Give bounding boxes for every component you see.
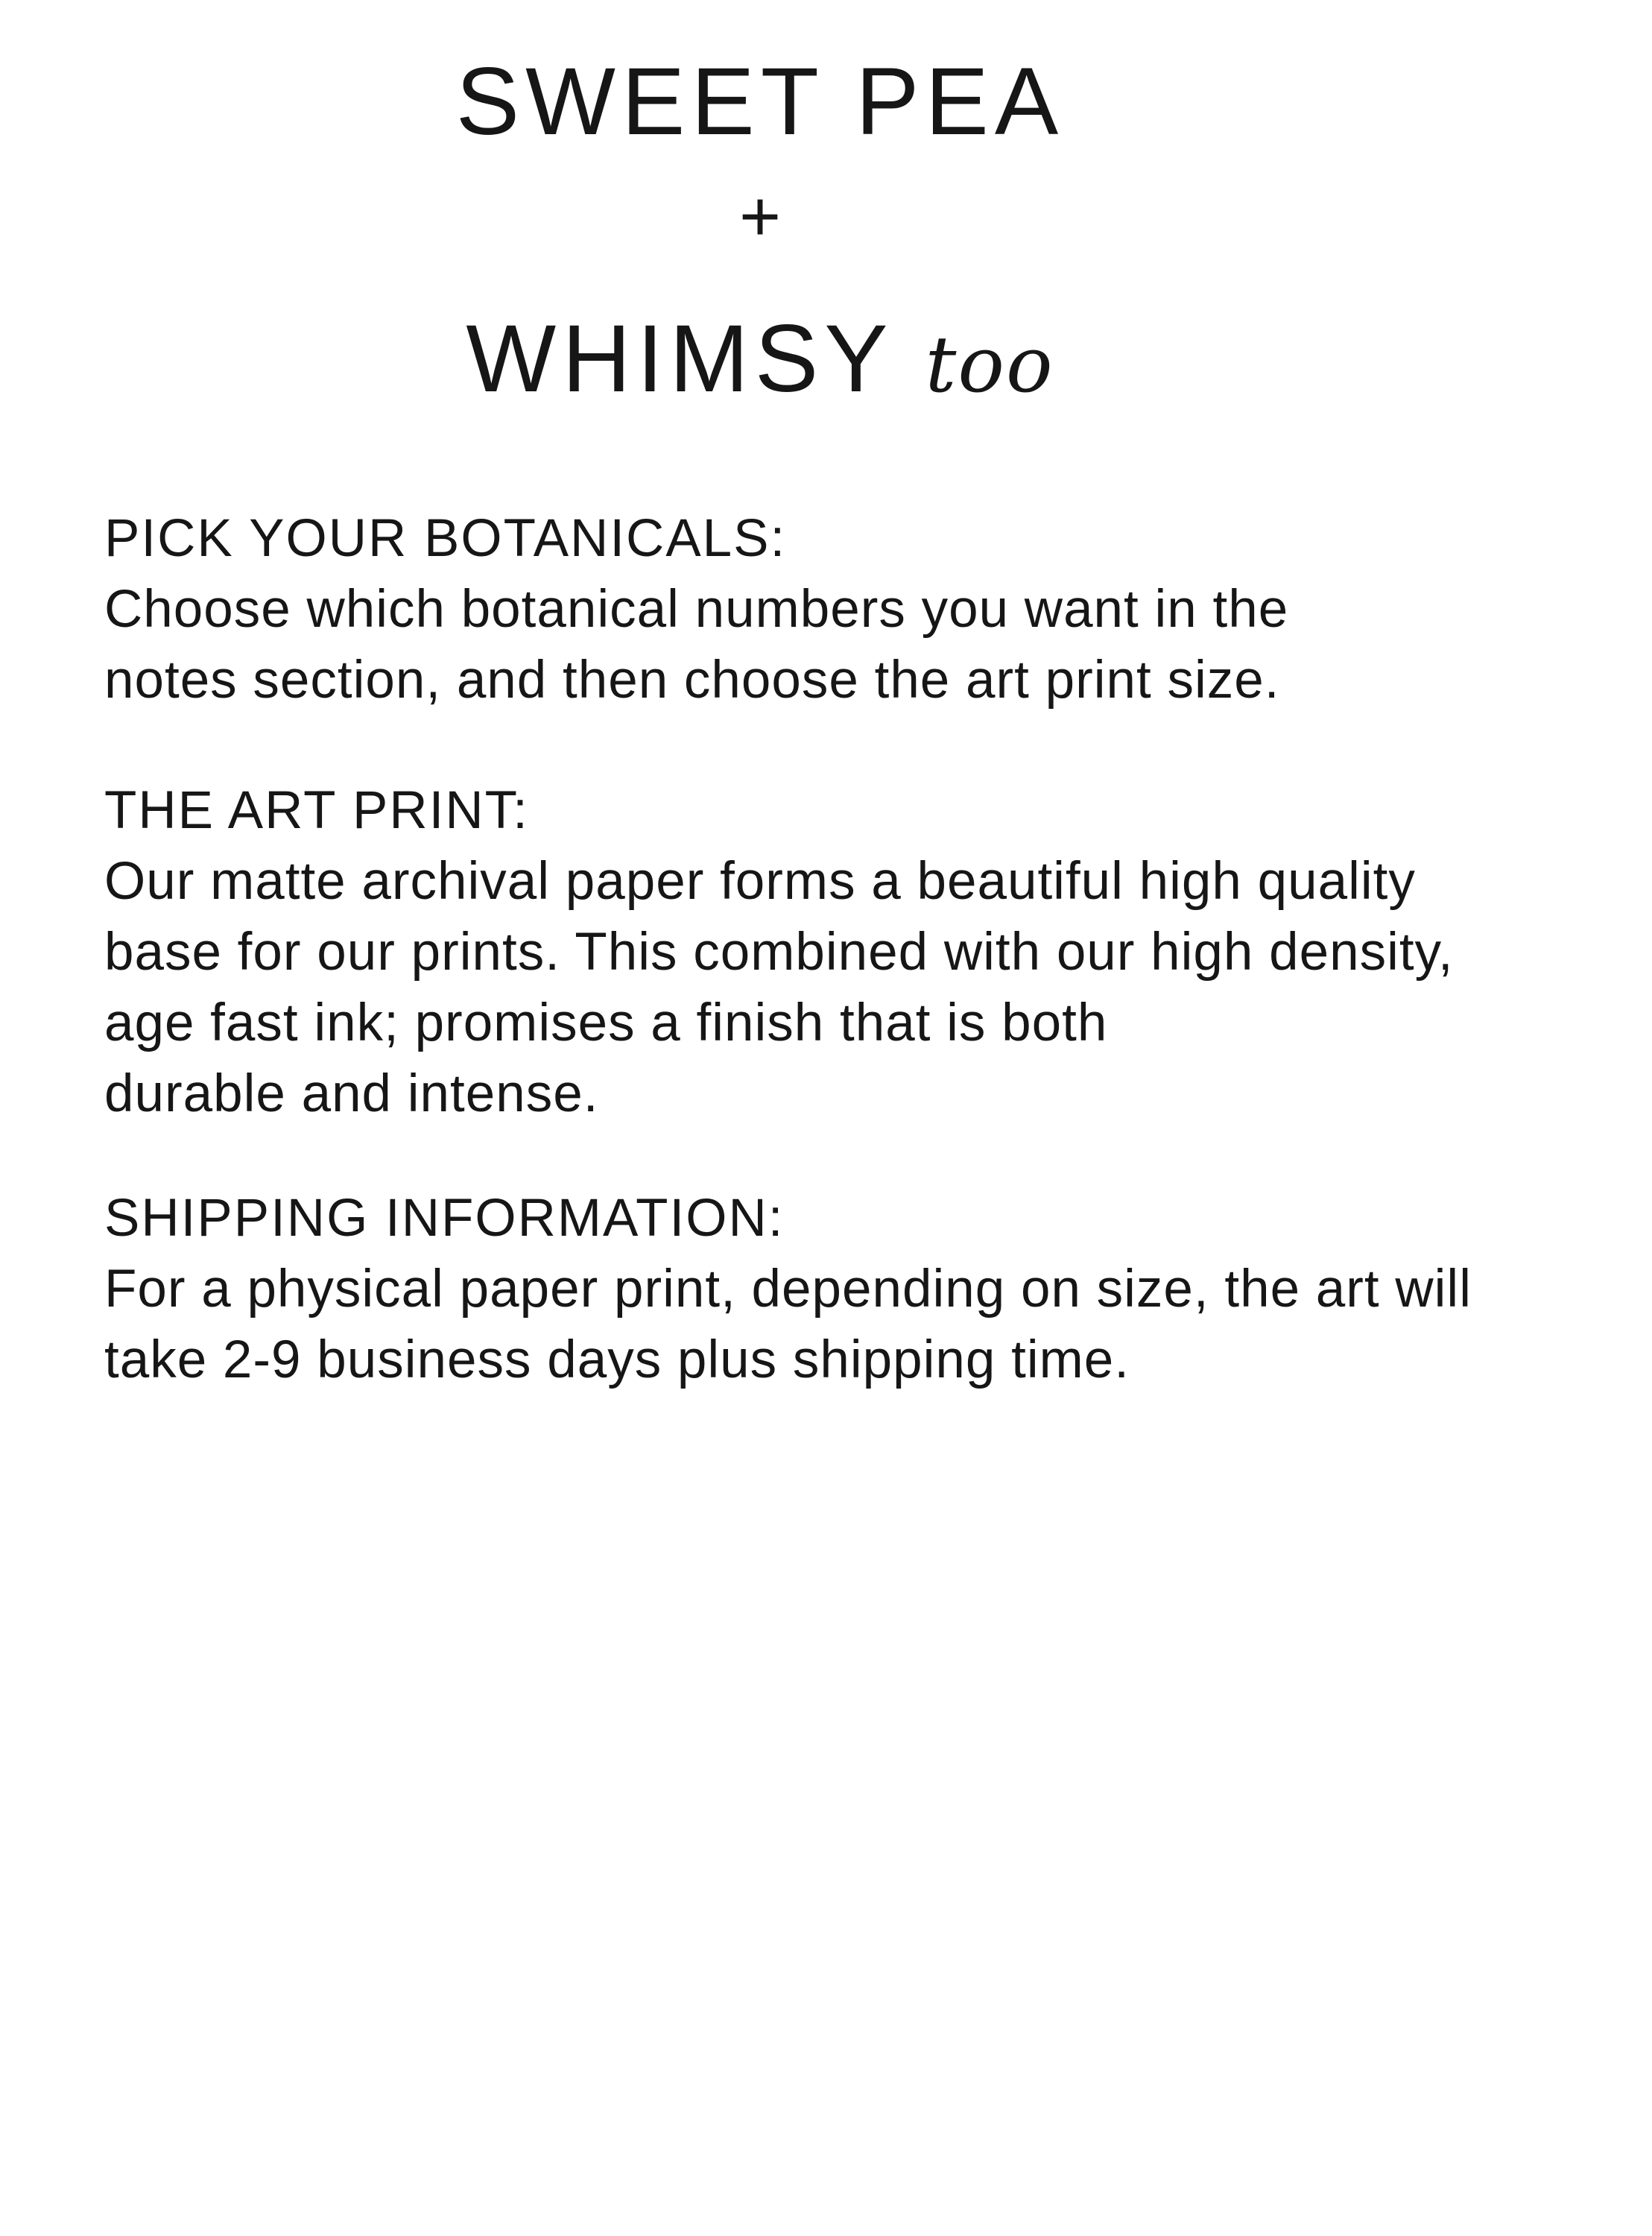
- section-line: take 2-9 business days plus shipping time.: [104, 1330, 1130, 1389]
- section-line: age fast ink; promises a finish that is both: [104, 994, 1108, 1052]
- brand-title-line-2: [0, 306, 1520, 412]
- section-pick-botanicals: [104, 503, 1288, 716]
- section-line: Our matte archival paper forms a beautiful high quality: [104, 852, 1416, 911]
- section-shipping-information: [104, 1183, 1472, 1395]
- brand-plus-separator: +: [738, 177, 782, 256]
- brand-title-line-1: SWEET PEA: [455, 48, 1065, 155]
- section-line: Choose which botanical numbers you want in the: [104, 580, 1289, 639]
- section-line: durable and intense.: [104, 1064, 599, 1123]
- brand-script-suffix: too: [925, 319, 1054, 410]
- section-line: notes section, and then choose the art print size.: [104, 651, 1280, 710]
- section-heading: SHIPPING INFORMATION:: [104, 1189, 785, 1248]
- section-line: For a physical paper print, depending on size, the art will: [104, 1260, 1472, 1318]
- brand-title-word: WHIMSY: [466, 306, 894, 412]
- section-line: base for our prints. This combined with our high density,: [104, 923, 1454, 982]
- section-heading: THE ART PRINT:: [104, 781, 529, 840]
- section-art-print: [104, 775, 1454, 1129]
- section-heading: PICK YOUR BOTANICALS:: [104, 509, 787, 568]
